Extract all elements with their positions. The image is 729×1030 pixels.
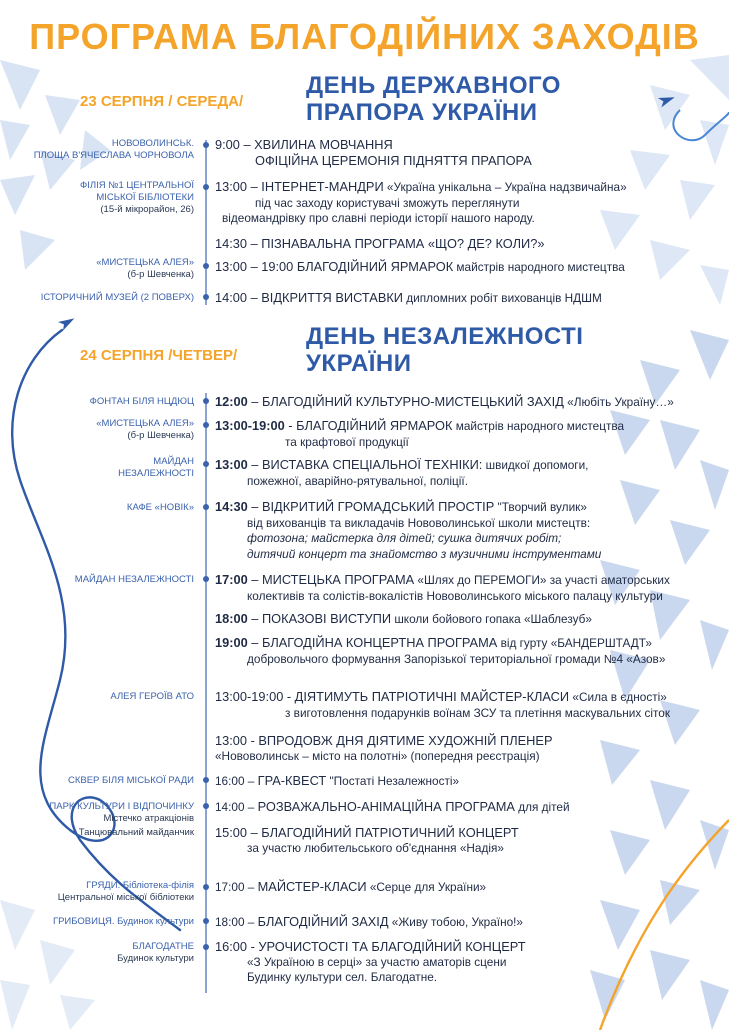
day2-date: 24 СЕРПНЯ /ЧЕТВЕР/ <box>80 347 238 364</box>
event-time: 13:00 – <box>215 179 262 194</box>
place-label: ІСТОРИЧНИЙ МУЗЕЙ (2 ПОВЕРХ) <box>40 292 194 303</box>
event-item <box>215 825 519 856</box>
place-sub: Будинок культури <box>117 953 194 964</box>
event-item <box>215 394 674 411</box>
event-desc: «Шлях до ПЕРЕМОГИ» за участі аматорських <box>414 573 670 587</box>
event-title: 13:00-19:00 - ДІЯТИМУТЬ ПАТРІОТИЧНІ МАЙСТЕР-КЛАСИ <box>215 689 570 704</box>
place-label <box>0 941 194 965</box>
event-item <box>215 689 670 721</box>
event-title: МАЙСТЕР-КЛАСИ <box>257 879 367 894</box>
event-line-italic: дитячий концерт та знайомство з музичними інструментами <box>247 546 602 561</box>
timeline-dot <box>203 142 209 148</box>
timeline-dot <box>203 576 209 582</box>
timeline-dot <box>203 918 209 924</box>
event-desc: "Творчий вулик» <box>494 500 587 514</box>
event-line: та крафтової продукції <box>285 434 409 449</box>
event-desc: «Серце для України» <box>366 880 487 894</box>
place-line: «МИСТЕЦЬКА АЛЕЯ» <box>96 418 194 429</box>
place-line: «МИСТЕЦЬКА АЛЕЯ» <box>96 257 194 268</box>
place-line: ПАРК КУЛЬТУРИ І ВІДПОЧИНКУ <box>49 801 194 812</box>
event-time: 13:00-19:00 <box>215 418 285 433</box>
event-item <box>215 635 665 667</box>
timeline-dot <box>203 294 209 300</box>
event-desc: «Живу тобою, Україно!» <box>388 915 523 929</box>
event-desc: школи бойового гопака «Шаблезуб» <box>391 612 592 626</box>
event-item <box>215 611 592 628</box>
place-sub: (б-р Шевченка) <box>127 430 194 441</box>
event-title: 13:00 – 19:00 БЛАГОДІЙНИЙ ЯРМАРОК <box>215 259 454 274</box>
event-time: 18:00 – <box>215 915 258 929</box>
event-item <box>215 879 486 896</box>
event-desc: «Любіть Україну…» <box>563 395 674 409</box>
mosaic-top-left <box>0 60 110 270</box>
place-sub: (б-р Шевченка) <box>127 269 194 280</box>
day2-title-line1: ДЕНЬ НЕЗАЛЕЖНОСТІ <box>306 323 584 350</box>
event-title: – БЛАГОДІЙНА КОНЦЕРТНА ПРОГРАМА <box>247 635 498 650</box>
place-label <box>0 827 194 839</box>
event-line: «З Україною в серці» за участю аматорів сцени <box>247 954 507 969</box>
event-item <box>215 259 625 276</box>
event-time: 17:00 <box>215 572 248 587</box>
day1-date: 23 СЕРПНЯ / СЕРЕДА/ <box>80 93 244 110</box>
place-line: БЛАГОДАТНЕ <box>132 941 194 952</box>
event-line <box>215 531 601 547</box>
place-line: МІСЬКОЇ БІБЛІОТЕКИ <box>96 192 194 203</box>
event-time: 12:00 <box>215 394 248 409</box>
event-title: ІНТЕРНЕТ-МАНДРИ <box>261 179 384 194</box>
event-item <box>215 290 602 307</box>
place-line: МАЙДАН <box>153 456 194 467</box>
event-desc: для дітей <box>514 800 570 814</box>
event-time: 14:00 – <box>215 800 258 814</box>
event-title: 9:00 – ХВИЛИНА МОВЧАННЯ <box>215 137 393 152</box>
event-title: – МИСТЕЦЬКА ПРОГРАМА <box>247 572 415 587</box>
day1-title-line2: ПРАПОРА УКРАЇНИ <box>306 99 538 126</box>
event-desc: майстрів народного мистецтва <box>453 260 625 274</box>
event-title: РОЗВАЖАЛЬНО-АНІМАЦІЙНА ПРОГРАМА <box>257 799 515 814</box>
event-item <box>215 236 544 252</box>
place-label: АЛЕЯ ГЕРОЇВ АТО <box>110 691 194 702</box>
event-desc: майстрів народного мистецтва <box>452 419 625 433</box>
event-title: БЛАГОДІЙНИЙ ЗАХІД <box>257 914 389 929</box>
timeline-dot <box>203 944 209 950</box>
event-line: колективів та солістів-вокалістів Нововолинського міського палацу культури <box>247 588 663 603</box>
event-line: з виготовлення подарунків воїнам ЗСУ та плетіння маскувальних сіток <box>285 705 671 720</box>
event-time: 18:00 <box>215 611 248 626</box>
place-label: КАФЕ «НОВІК» <box>126 502 194 513</box>
event-line <box>215 547 601 563</box>
timeline-dot <box>203 184 209 190</box>
place-sub: Танцювальний майданчик <box>78 827 194 838</box>
event-title: 14:00 – ВІДКРИТТЯ ВИСТАВКИ <box>215 290 404 305</box>
event-title: 16:00 - УРОЧИСТОСТІ ТА БЛАГОДІЙНИЙ КОНЦЕРТ <box>215 939 526 954</box>
place-label <box>0 880 194 904</box>
event-title: 14:30 – ПІЗНАВАЛЬНА ПРОГРАМА «ЩО? ДЕ? КОЛИ?» <box>215 236 545 251</box>
timeline-dot <box>203 884 209 890</box>
event-line: пожежної, аварійно-рятувальної, поліції. <box>247 473 468 488</box>
day1-title <box>306 72 561 126</box>
timeline-dot <box>203 461 209 467</box>
timeline-dot <box>203 263 209 269</box>
event-time: 17:00 – <box>215 880 258 894</box>
place-label <box>0 180 194 216</box>
event-line: відеомандрівку про славні періоди історії нашого народу. <box>222 211 535 225</box>
event-item <box>215 733 552 764</box>
event-time: 13:00 <box>215 457 248 472</box>
event-item <box>215 914 523 931</box>
place-label: ФОНТАН БІЛЯ НЦДЮЦ <box>89 396 194 407</box>
place-label <box>0 138 194 162</box>
event-line: Будинку культури сел. Благодатне. <box>247 970 438 984</box>
place-sub: Центральної міської бібліотеки <box>57 892 194 903</box>
event-line: від вихованців та викладачів Нововолинської школи мистецтв: <box>247 515 591 530</box>
event-item <box>215 418 624 450</box>
event-time: 19:00 <box>215 635 248 650</box>
event-line: ОФІЦІЙНА ЦЕРЕМОНІЯ ПІДНЯТТЯ ПРАПОРА <box>255 152 532 168</box>
day1-title-line1: ДЕНЬ ДЕРЖАВНОГО <box>306 72 561 99</box>
event-title: – ПОКАЗОВІ ВИСТУПИ <box>247 611 392 626</box>
event-item <box>215 572 670 604</box>
event-item <box>215 179 627 227</box>
event-line: за участю любительського об'єднання «Надія» <box>247 840 504 855</box>
timeline-dot <box>203 777 209 783</box>
event-line: під час заходу користувачі зможуть переглянути <box>255 195 520 210</box>
event-title: – ВІДКРИТИЙ ГРОМАДСЬКИЙ ПРОСТІР <box>247 499 495 514</box>
event-line-italic: фотозона; майстерка для дітей; сушка дитячих робіт; <box>247 531 562 545</box>
place-line: ПЛОЩА В'ЯЧЕСЛАВА ЧОРНОВОЛА <box>33 150 194 161</box>
timeline-day1 <box>205 140 207 305</box>
event-desc: «Україна унікальна – Україна надзвичайна» <box>383 180 627 194</box>
page-title: ПРОГРАМА БЛАГОДІЙНИХ ЗАХОДІВ <box>29 16 700 57</box>
event-line: добровольчого формування Запорізької територіальної громади №4 «Азов» <box>247 651 666 666</box>
day2-title <box>306 323 583 377</box>
place-line: ФІЛІЯ №1 ЦЕНТРАЛЬНОЇ <box>80 180 194 191</box>
timeline-day2 <box>205 393 207 993</box>
place-line: НЕЗАЛЕЖНОСТІ <box>118 468 194 479</box>
place-sub: Містечко атракціонів <box>103 813 194 824</box>
place-label <box>0 418 194 442</box>
place-label: СКВЕР БІЛЯ МІСЬКОЇ РАДИ <box>67 775 194 786</box>
event-title: 13:00 - ВПРОДОВЖ ДНЯ ДІЯТИМЕ ХУДОЖНІЙ ПЛЕНЕР <box>215 733 553 748</box>
timeline-dot <box>203 803 209 809</box>
place-label <box>0 257 194 281</box>
day2-title-line2: УКРАЇНИ <box>306 350 412 377</box>
event-title: - БЛАГОДІЙНИЙ ЯРМАРОК <box>284 418 453 433</box>
place-line: ГРЯДИ. Бібліотека-філія <box>86 880 194 891</box>
event-time: 16:00 – <box>215 774 258 788</box>
event-time: 14:30 <box>215 499 248 514</box>
event-desc: «Сила в єдності» <box>569 690 667 704</box>
event-desc: "Постаті Незалежності» <box>326 774 460 788</box>
event-item <box>215 137 532 168</box>
event-desc: дипломних робіт вихованців НДШМ <box>403 291 602 305</box>
event-line: «Нововолинськ – місто на полотні» (попередня реєстрація) <box>215 748 540 763</box>
place-line: НОВОВОЛИНСЬК. <box>111 138 194 149</box>
event-title: ГРА-КВЕСТ <box>257 773 327 788</box>
event-desc: швидкої допомоги, <box>482 458 589 472</box>
place-label: ГРИБОВИЦЯ. Будинок культури <box>52 916 194 927</box>
place-label: МАЙДАН НЕЗАЛЕЖНОСТІ <box>74 574 194 585</box>
place-label <box>0 456 194 480</box>
event-desc: від гурту «БАНДЕРШТАДТ» <box>497 636 652 650</box>
event-item <box>215 773 459 790</box>
place-sub: (15-й мікрорайон, 26) <box>100 204 194 215</box>
timeline-dot <box>203 422 209 428</box>
event-item <box>215 799 570 816</box>
timeline-dot <box>203 398 209 404</box>
event-item <box>215 939 526 986</box>
event-title: – БЛАГОДІЙНИЙ КУЛЬТУРНО-МИСТЕЦЬКИЙ ЗАХІД <box>247 394 564 409</box>
timeline-dot <box>203 504 209 510</box>
event-item <box>215 499 601 562</box>
event-title: 15:00 – БЛАГОДІЙНИЙ ПАТРІОТИЧНИЙ КОНЦЕРТ <box>215 825 519 840</box>
event-title: – ВИСТАВКА СПЕЦІАЛЬНОЇ ТЕХНІКИ: <box>247 457 483 472</box>
event-item <box>215 457 588 489</box>
plane-icon <box>58 314 77 331</box>
place-label <box>0 801 194 825</box>
